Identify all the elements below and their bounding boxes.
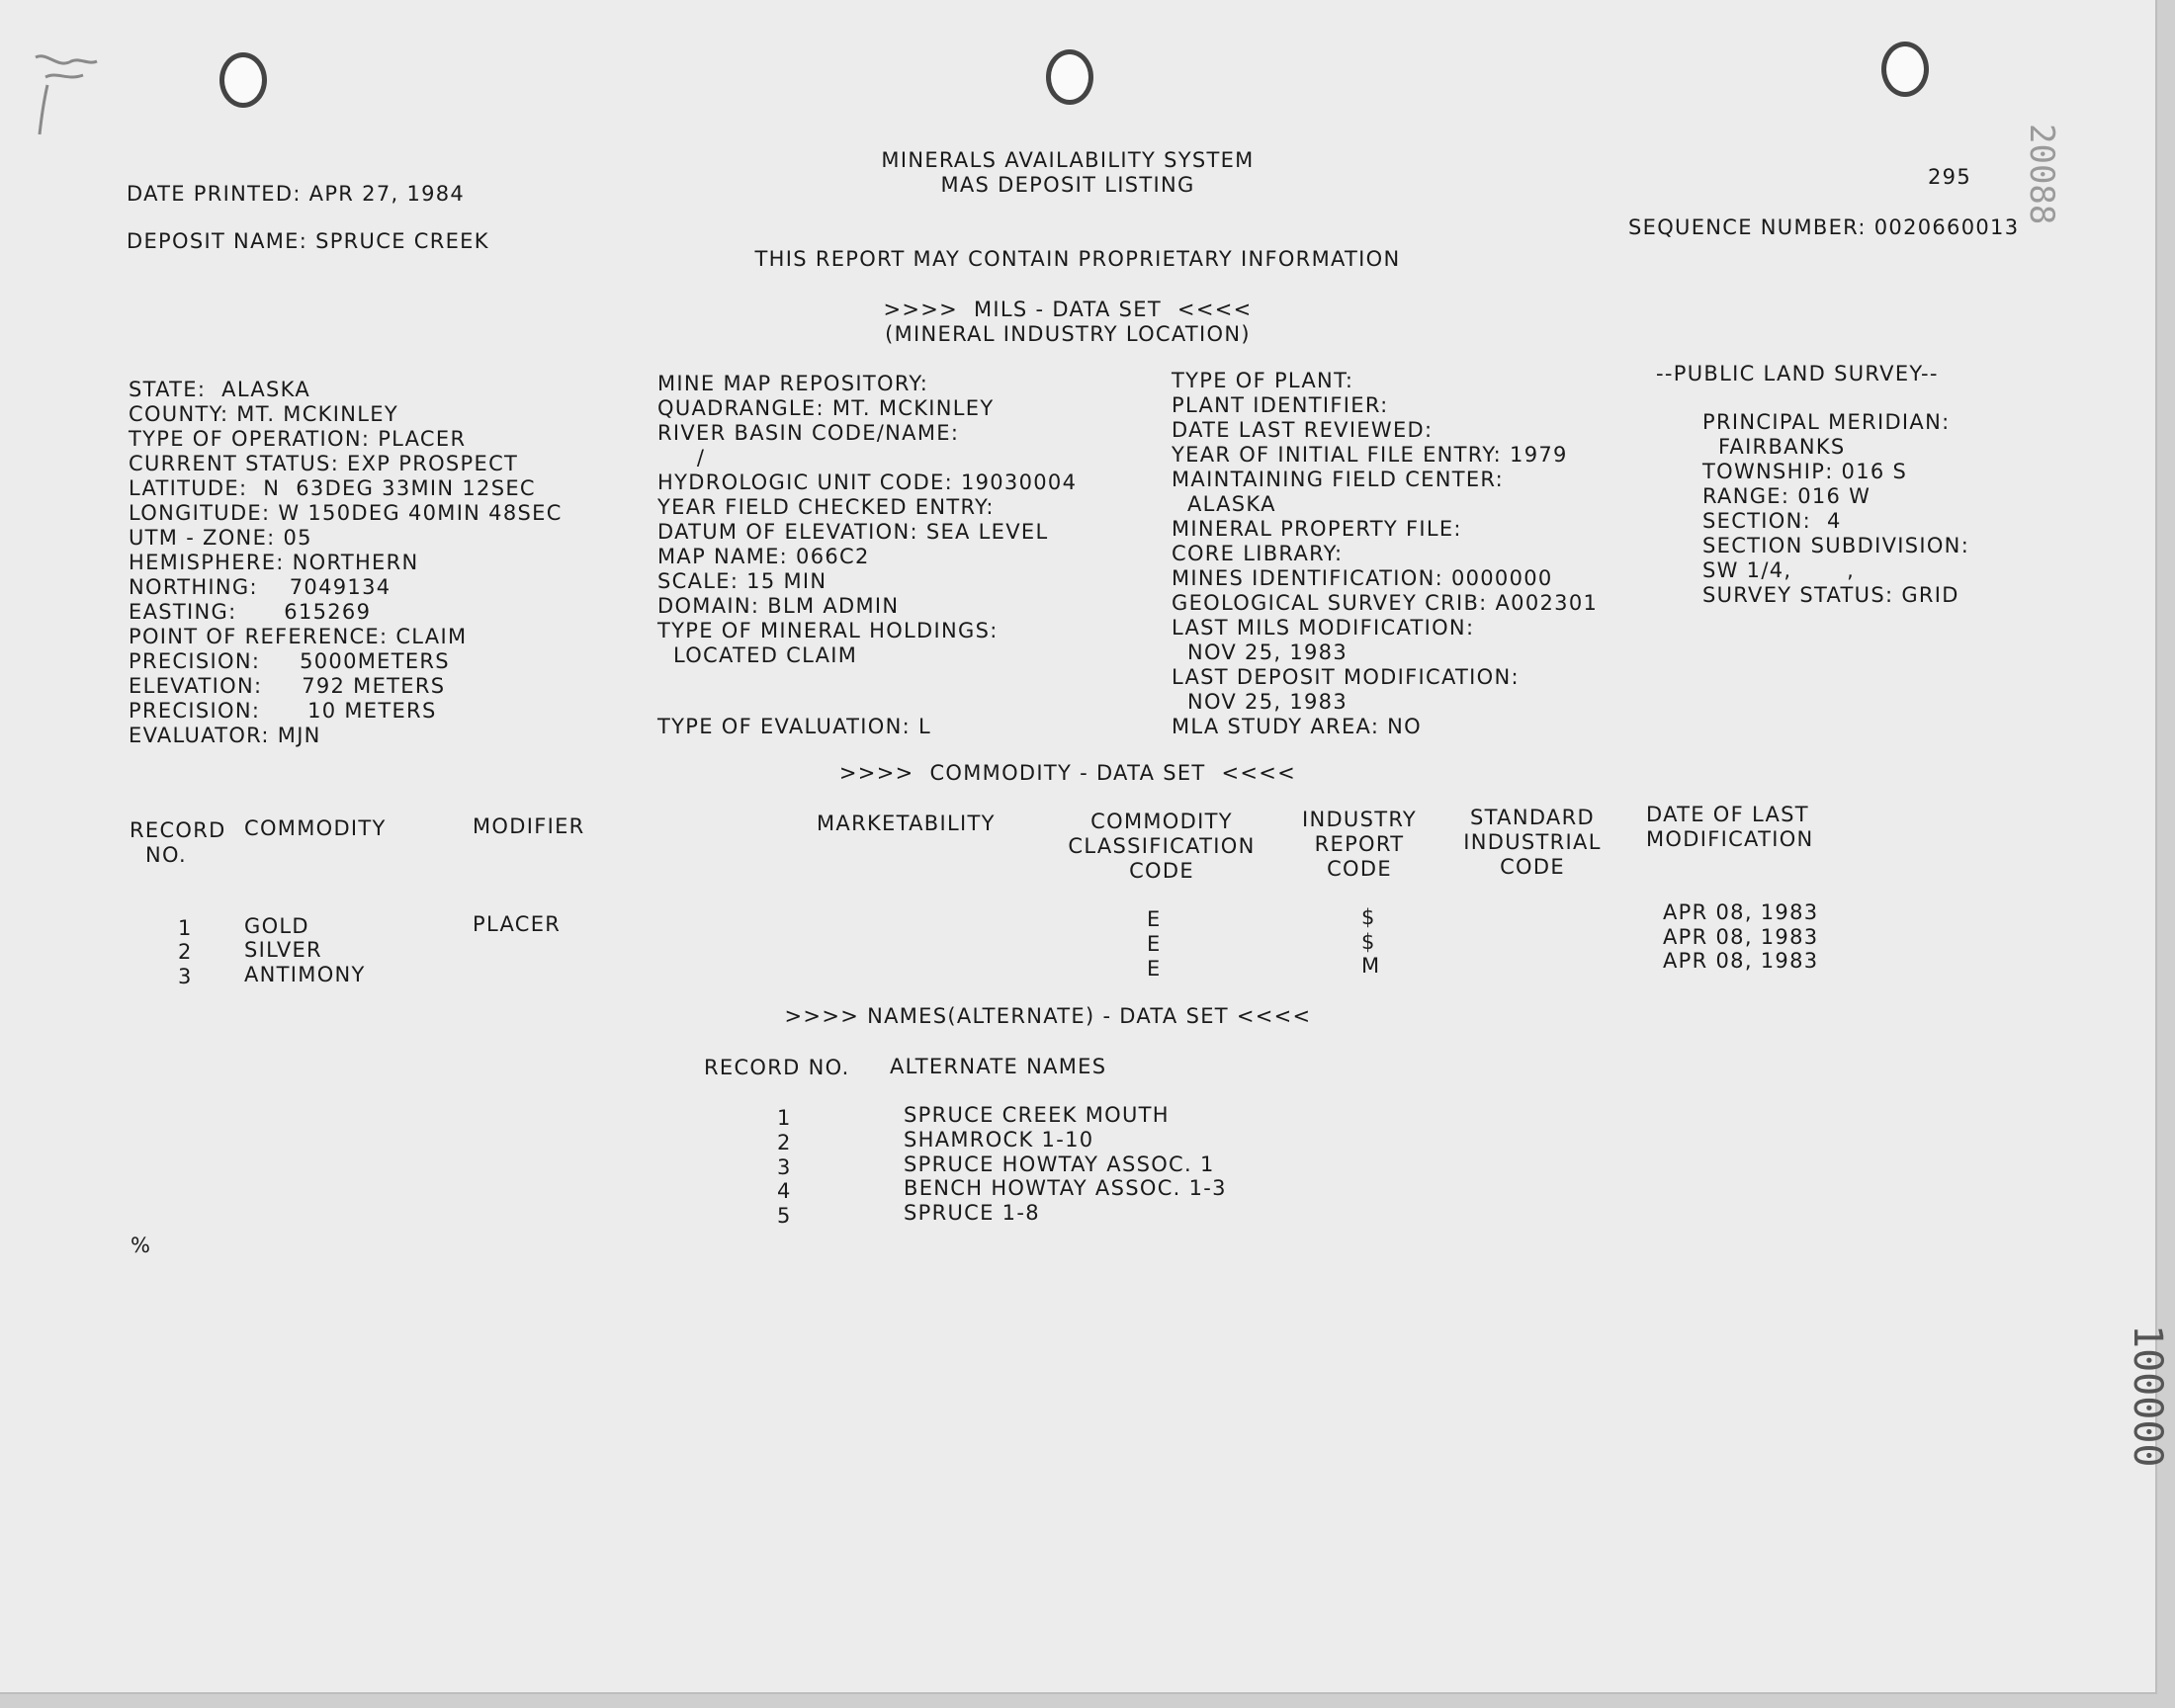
field-line: PRINCIPAL MERIDIAN: [1702, 410, 1951, 434]
field-line: NOV 25, 1983 [1172, 640, 1348, 664]
field-line: PRECISION: 5000METERS [129, 649, 450, 673]
mils-column-land-survey [1702, 410, 1969, 608]
field-line: TOWNSHIP: 016 S [1702, 460, 1908, 483]
field-line: DATE LAST REVIEWED: [1172, 418, 1434, 442]
field-line: MAINTAINING FIELD CENTER: [1172, 468, 1505, 491]
field-line: SECTION: 4 [1702, 509, 1842, 533]
field-line: SCALE: 15 MIN [657, 569, 827, 593]
name-record: 3 [777, 1155, 792, 1179]
header-date-last-mod: DATE OF LAST [1646, 803, 1809, 826]
field-line: QUADRANGLE: MT. MCKINLEY [657, 396, 995, 420]
field-line: RANGE: 016 W [1702, 484, 1871, 508]
name-record: 5 [777, 1204, 792, 1228]
header-record-no: NO. [130, 843, 187, 867]
name-record: 4 [777, 1179, 792, 1203]
type-of-evaluation: TYPE OF EVALUATION: L [657, 715, 931, 738]
field-line: DATUM OF ELEVATION: SEA LEVEL [657, 520, 1049, 544]
margin-stamp-upper: 20088 [2022, 124, 2061, 225]
field-line: YEAR OF INITIAL FILE ENTRY: 1979 [1172, 443, 1568, 467]
field-line: NORTHING: 7049134 [129, 575, 392, 599]
field-line: MINES IDENTIFICATION: 0000000 [1172, 566, 1553, 590]
field-line: RIVER BASIN CODE/NAME: [657, 421, 960, 445]
field-line: MINERAL PROPERTY FILE: [1172, 517, 1462, 541]
mils-column-location [129, 378, 563, 748]
cell-class-code: E [1147, 932, 1162, 956]
field-line: LOCATED CLAIM [657, 643, 858, 667]
field-line: TYPE OF MINERAL HOLDINGS: [657, 619, 999, 642]
header-marketability: MARKETABILITY [817, 811, 996, 835]
field-line: DOMAIN: BLM ADMIN [657, 594, 900, 618]
cell-modifier: PLACER [473, 912, 562, 936]
field-line: LONGITUDE: W 150DEG 40MIN 48SEC [129, 501, 563, 525]
cell-date: APR 08, 1983 [1663, 900, 1819, 924]
field-line: SECTION SUBDIVISION: [1702, 534, 1970, 557]
field-line: SW 1/4, , [1702, 558, 1856, 582]
field-line: MLA STUDY AREA: NO [1172, 715, 1423, 738]
mils-title: >>>> MILS - DATA SET <<<< [883, 298, 1253, 321]
field-line: EASTING: 615269 [129, 600, 372, 624]
field-line: LAST MILS MODIFICATION: [1172, 616, 1475, 640]
alternate-name: SPRUCE 1-8 [904, 1201, 1040, 1225]
footer-mark: % [130, 1234, 152, 1257]
field-line: EVALUATOR: MJN [129, 724, 321, 747]
page-number: 295 [1928, 165, 1971, 189]
field-line: COUNTY: MT. MCKINLEY [129, 402, 398, 426]
cell-date: APR 08, 1983 [1663, 925, 1819, 949]
cell-report-code: $ [1361, 930, 1376, 954]
header-sic: STANDARD [1470, 806, 1595, 829]
field-line: CURRENT STATUS: EXP PROSPECT [129, 452, 519, 475]
mils-subtitle: (MINERAL INDUSTRY LOCATION) [885, 322, 1251, 346]
punch-hole-right [1881, 42, 1929, 97]
alternate-name: SHAMROCK 1-10 [904, 1128, 1094, 1152]
field-line: POINT OF REFERENCE: CLAIM [129, 625, 468, 648]
mils-column-map [657, 372, 1077, 668]
field-line: TYPE OF OPERATION: PLACER [129, 427, 467, 451]
punch-hole-center [1046, 49, 1093, 105]
header-date-last-mod: MODIFICATION [1646, 827, 1814, 851]
cell-commodity: SILVER [244, 938, 322, 962]
field-line: HEMISPHERE: NORTHERN [129, 551, 419, 574]
header-commodity: COMMODITY [244, 816, 387, 840]
field-line: ALASKA [1172, 492, 1276, 516]
field-line: GEOLOGICAL SURVEY CRIB: A002301 [1172, 591, 1599, 615]
field-line: MINE MAP REPOSITORY: [657, 372, 929, 395]
name-record: 2 [777, 1131, 792, 1154]
name-record: 1 [777, 1106, 792, 1130]
header-industry-report: INDUSTRY [1301, 808, 1418, 831]
field-line: TYPE OF PLANT: [1172, 369, 1354, 392]
cell-record: 3 [178, 965, 193, 988]
margin-stamp-lower: 100000 [2125, 1324, 2170, 1468]
listing-title: MAS DEPOSIT LISTING [940, 173, 1195, 197]
system-title: MINERALS AVAILABILITY SYSTEM [881, 148, 1255, 172]
cell-report-code: $ [1361, 905, 1376, 929]
alternate-name: SPRUCE HOWTAY ASSOC. 1 [904, 1153, 1215, 1176]
date-printed: DATE PRINTED: APR 27, 1984 [127, 182, 466, 206]
names-title: >>>> NAMES(ALTERNATE) - DATA SET <<<< [784, 1004, 1312, 1028]
cell-record: 1 [178, 916, 193, 940]
field-line: YEAR FIELD CHECKED ENTRY: [657, 495, 995, 519]
field-line: STATE: ALASKA [129, 378, 310, 401]
pencil-mark-icon [28, 47, 117, 141]
header-alternate-names: ALTERNATE NAMES [890, 1055, 1107, 1078]
commodity-title: >>>> COMMODITY - DATA SET <<<< [838, 761, 1297, 785]
field-line: ELEVATION: 792 METERS [129, 674, 446, 698]
header-sic: INDUSTRIAL [1463, 830, 1602, 854]
proprietary-notice: THIS REPORT MAY CONTAIN PROPRIETARY INFORMATION [754, 247, 1401, 271]
sequence-number: SEQUENCE NUMBER: 0020660013 [1628, 215, 2020, 239]
header-record-no: RECORD [130, 818, 226, 842]
field-line: NOV 25, 1983 [1172, 690, 1348, 714]
cell-commodity: ANTIMONY [244, 963, 366, 986]
cell-class-code: E [1147, 957, 1162, 981]
punch-hole-left [219, 52, 267, 108]
public-land-survey-title: --PUBLIC LAND SURVEY-- [1656, 362, 1939, 385]
cell-commodity: GOLD [244, 914, 309, 938]
field-line: FAIRBANKS [1702, 435, 1846, 459]
header-classification: COMMODITY [1090, 810, 1233, 833]
field-line: / [657, 446, 706, 470]
deposit-name: DEPOSIT NAME: SPRUCE CREEK [127, 229, 489, 253]
header-industry-report: CODE [1327, 857, 1392, 881]
cell-class-code: E [1147, 907, 1162, 931]
header-classification: CLASSIFICATION [1068, 834, 1256, 858]
field-line: PLANT IDENTIFIER: [1172, 393, 1389, 417]
cell-record: 2 [178, 940, 193, 964]
field-line: SURVEY STATUS: GRID [1702, 583, 1959, 607]
cell-report-code: M [1361, 954, 1381, 978]
header-modifier: MODIFIER [473, 814, 585, 838]
field-line: HYDROLOGIC UNIT CODE: 19030004 [657, 470, 1078, 494]
field-line: LAST DEPOSIT MODIFICATION: [1172, 665, 1520, 689]
header-industry-report: REPORT [1314, 832, 1405, 856]
mils-column-plant [1172, 369, 1598, 739]
header-classification: CODE [1129, 859, 1194, 883]
cell-date: APR 08, 1983 [1663, 949, 1819, 973]
field-line: UTM - ZONE: 05 [129, 526, 312, 550]
header-names-record: RECORD NO. [704, 1056, 850, 1079]
field-line: PRECISION: 10 METERS [129, 699, 437, 723]
field-line: MAP NAME: 066C2 [657, 545, 870, 568]
field-line: LATITUDE: N 63DEG 33MIN 12SEC [129, 476, 536, 500]
alternate-name: SPRUCE CREEK MOUTH [904, 1103, 1170, 1127]
field-line: CORE LIBRARY: [1172, 542, 1344, 565]
alternate-name: BENCH HOWTAY ASSOC. 1-3 [904, 1176, 1227, 1200]
header-sic: CODE [1500, 855, 1565, 879]
